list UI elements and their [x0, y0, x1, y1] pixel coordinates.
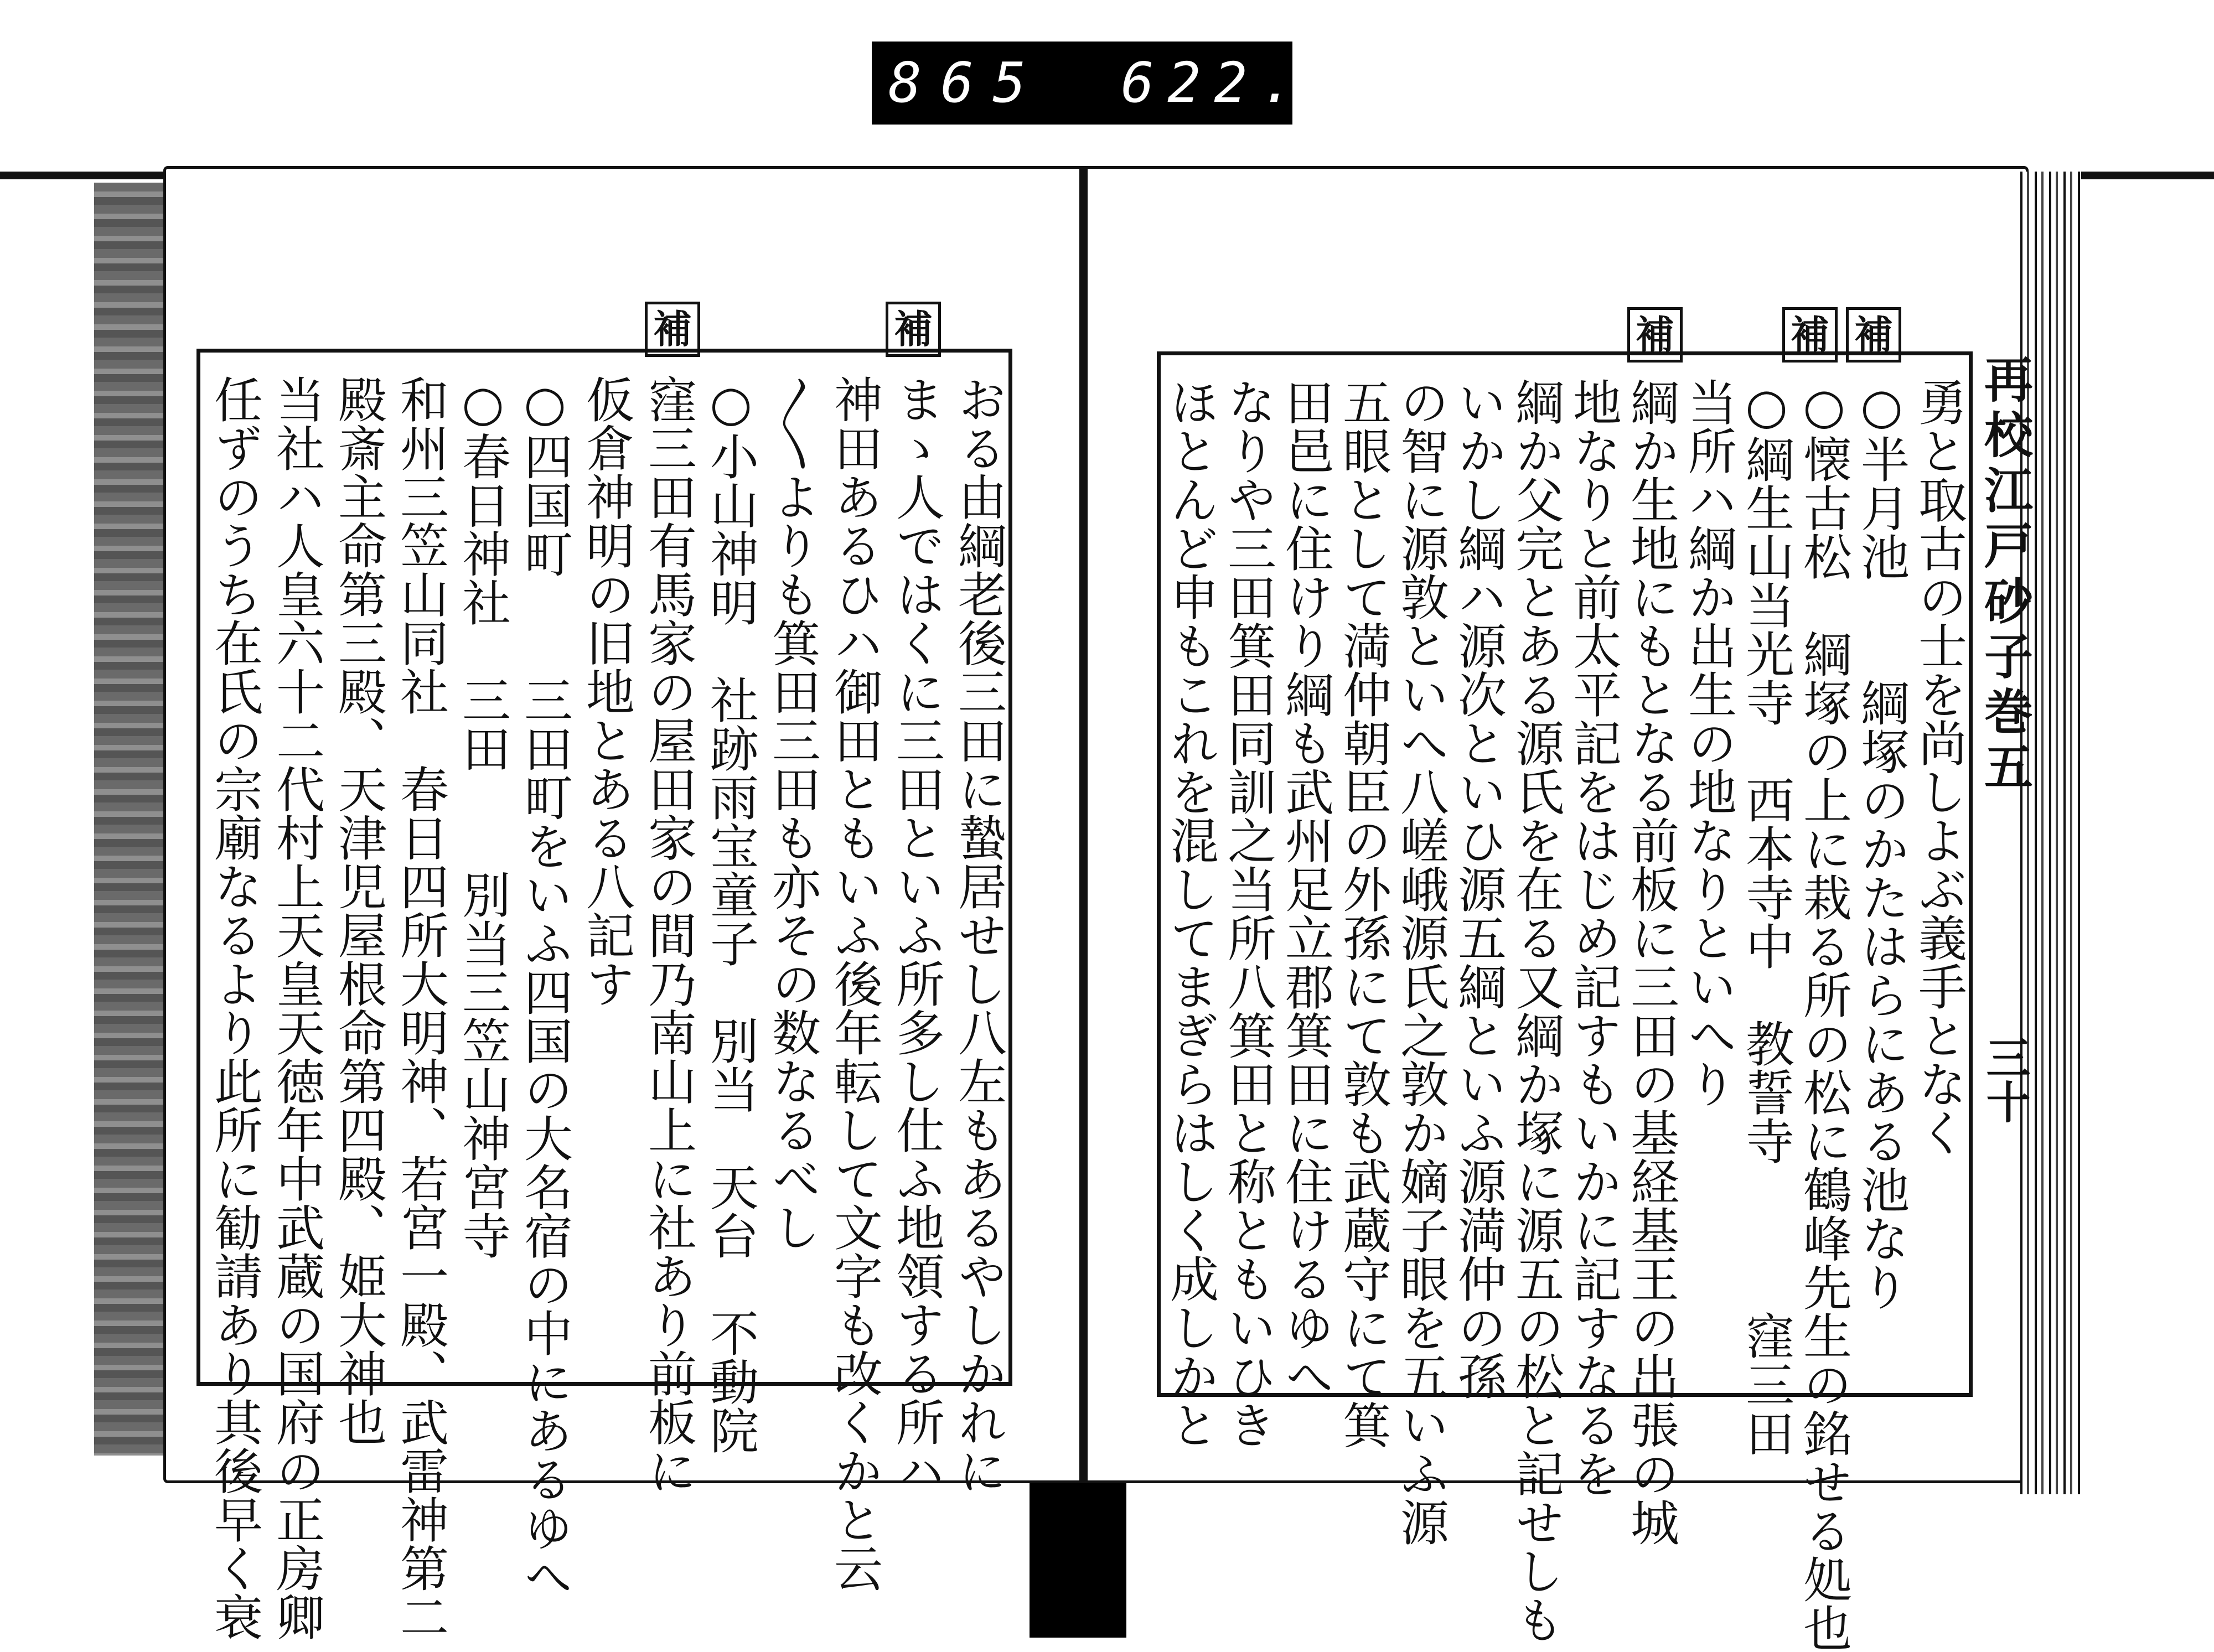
text-column: ○春日神社 三田 別当三笠山神宮寺: [454, 375, 511, 1260]
text-column: 〳〵よりも箕田三田も亦その数なるべし: [764, 375, 821, 1251]
text-column: まゝ人ではくに三田といふ所多し仕ふ地領する所ハ: [888, 375, 945, 1495]
text-column: ○四国町 三田町をいふ四国の大名宿の中にあるゆへ: [516, 375, 573, 1601]
text-column: 神田あるひハ御田ともいふ後年転して文字も改くかと云: [826, 375, 883, 1592]
text-column: 地なりと前太平記をはじめ記すもいかに記すなるを: [1565, 377, 1622, 1498]
book-gutter: [1081, 166, 1085, 1483]
text-column: なりや三田箕田同訓之当所八箕田と称ともいひき: [1220, 377, 1277, 1449]
text-column: の智に源敦といへ八嵯峨源氏之敦か嫡子眼を五いふ源: [1393, 377, 1450, 1546]
text-column: 当社ハ人皇六十二代村上天皇天徳年中武蔵の国府の正房卿: [268, 375, 325, 1641]
text-column: 綱か父完とある源氏を在る又綱か塚に源五の松と記せしも: [1508, 377, 1565, 1644]
text-column: 殿斎主命第三殿、天津児屋根命第四殿、姫大神也: [330, 375, 387, 1446]
supplement-stamp: 補: [645, 302, 700, 357]
text-column: ○綱生山当光寺 西本寺中 教誓寺 窪三田: [1738, 377, 1795, 1457]
text-column: 任ずのうち在氏の宗廟なるより此所に勧請あり其後早く衰: [206, 375, 263, 1641]
supplement-stamp: 補: [1627, 307, 1683, 362]
right-text-block: [1157, 351, 1973, 1652]
frame-counter-label: [872, 42, 1307, 125]
text-column: ○小山神明 社跡雨宝童子 別当 天台 不動院: [702, 375, 759, 1454]
text-column: 和州三笠山同社 春日四所大明神、若宮一殿、武雷神第二: [392, 375, 449, 1641]
text-column: 当所ハ綱か出生の地なりといへり: [1680, 377, 1737, 1108]
text-column: 綱か生地にもとなる前板に三田の基経基王の出張の城: [1623, 377, 1680, 1546]
text-column: いかし綱ハ源次といひ源五綱といふ源満仲の孫: [1450, 377, 1507, 1400]
text-column: 五眼として満仲朝臣の外孫にて敦も武蔵守にて箕: [1335, 377, 1392, 1449]
left-text-block: [196, 349, 1012, 1641]
supplement-stamp: 補: [1782, 307, 1838, 362]
text-column: 仮倉神明の旧地とある八記す: [578, 375, 635, 1008]
left-book-edge: [94, 183, 172, 1456]
text-column: 田邑に住けり綱も武州足立郡箕田に住けるゆへ: [1277, 377, 1334, 1400]
text-column: ○半月池 綱塚のかたはらにある池なり: [1853, 377, 1910, 1311]
bottom-binding-block: [1030, 1483, 1126, 1638]
supplement-stamp: 補: [1846, 307, 1901, 362]
text-column: おる由綱老後三田に蟄居せし八左もあるやしかれに: [950, 375, 1007, 1495]
frame-number-right: 622.: [1121, 50, 1307, 115]
supplement-stamp: 補: [886, 302, 941, 357]
text-column: 窪三田有馬家の屋田家の間乃南山上に社あり前板に: [640, 375, 697, 1495]
right-edge-page-number: 三十: [1979, 1035, 2031, 1123]
frame-number-left: 865: [888, 50, 1045, 115]
text-column: ほとんど申もこれを混してまぎらはしく成しかと: [1162, 377, 1219, 1449]
right-edge-title: 再校江戸砂子巻五: [1977, 354, 2034, 797]
text-column: 勇と取古の士を尚しよぶ義手となく: [1911, 377, 1968, 1157]
text-column: ○懐古松 綱塚の上に栽る所の松に鶴峰先生の銘せる処也: [1796, 377, 1853, 1652]
